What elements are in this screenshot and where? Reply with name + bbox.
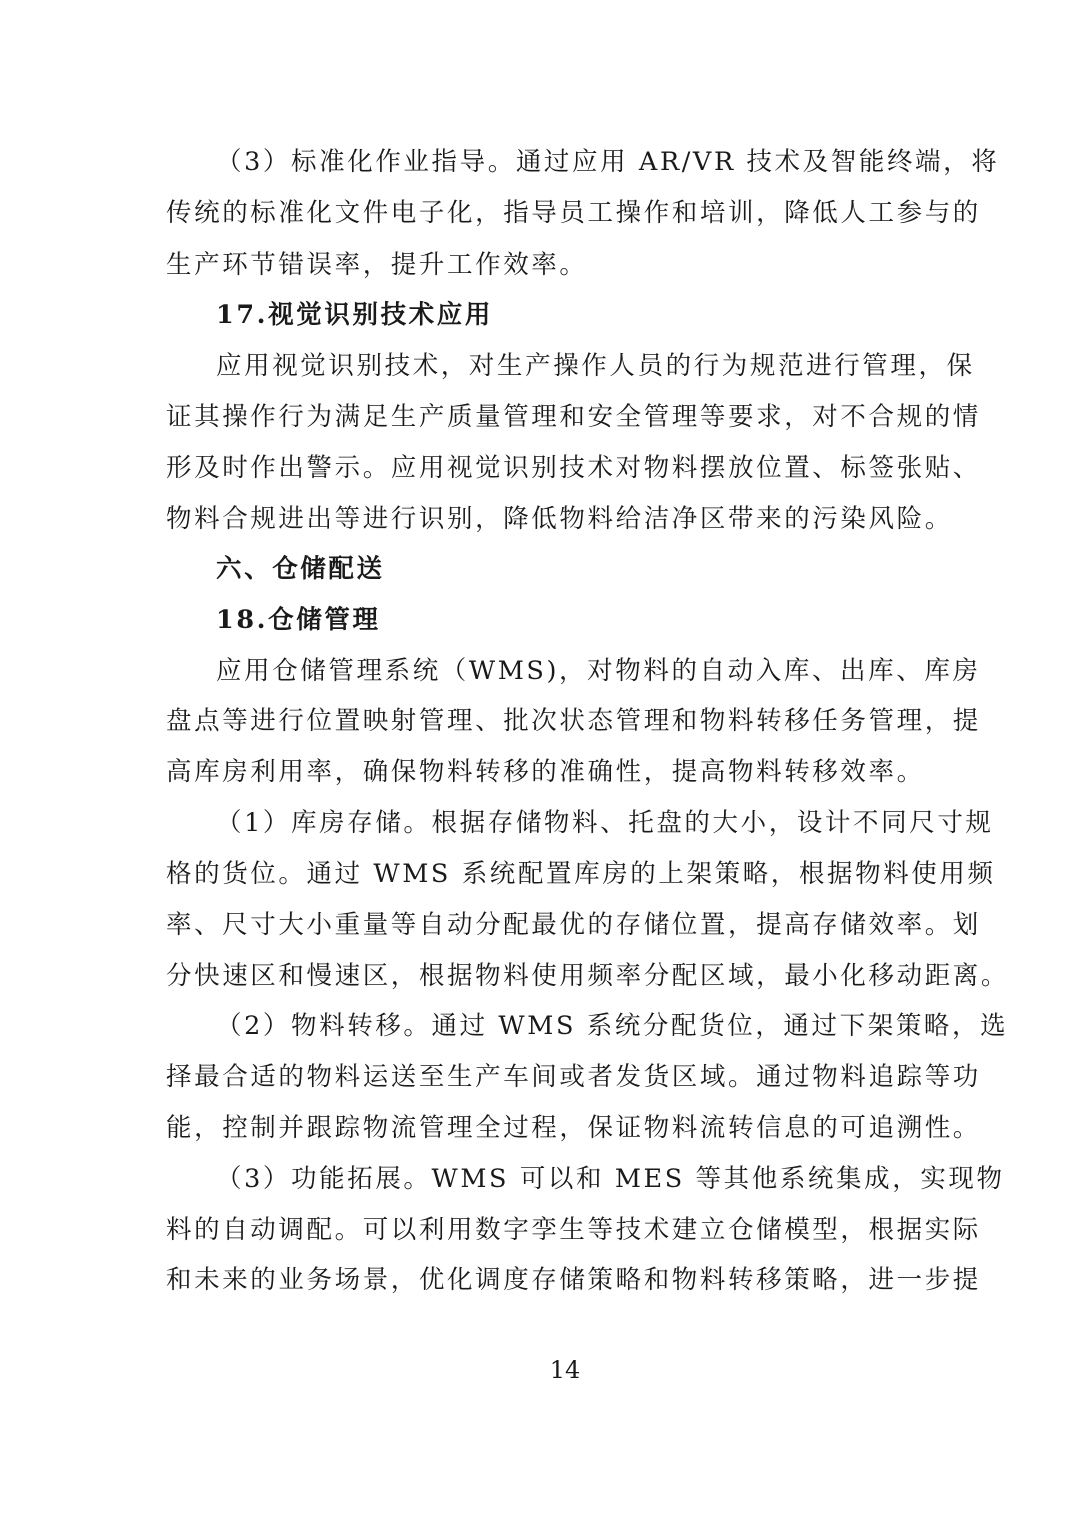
paragraph-line: 应用仓储管理系统（WMS)，对物料的自动入库、出库、库房 (216, 656, 981, 686)
paragraph-line: 形及时作出警示。应用视觉识别技术对物料摆放位置、标签张贴、 (166, 453, 981, 483)
paragraph-line: （2）物料转移。通过 WMS 系统分配货位，通过下架策略，选 (216, 1011, 1009, 1041)
paragraph-line: 分快速区和慢速区，根据物料使用频率分配区域，最小化移动距离。 (166, 961, 1010, 991)
paragraph-line: 应用视觉识别技术，对生产操作人员的行为规范进行管理，保 (216, 351, 975, 381)
paragraph-line: 传统的标准化文件电子化，指导员工操作和培训，降低人工参与的 (166, 198, 981, 228)
paragraph-line: 择最合适的物料运送至生产车间或者发货区域。通过物料追踪等功 (166, 1062, 981, 1092)
page-number: 14 (549, 1356, 581, 1384)
paragraph-line: 盘点等进行位置映射管理、批次状态管理和物料转移任务管理，提 (166, 706, 981, 736)
chapter-heading: 六、仓储配送 (216, 554, 385, 584)
paragraph-line: 生产环节错误率，提升工作效率。 (166, 250, 588, 280)
paragraph-line: （3）标准化作业指导。通过应用 AR/VR 技术及智能终端，将 (216, 147, 1000, 177)
paragraph-line: 格的货位。通过 WMS 系统配置库房的上架策略，根据物料使用频 (166, 859, 996, 889)
paragraph-line: 物料合规进出等进行识别，降低物料给洁净区带来的污染风险。 (166, 504, 953, 534)
paragraph-line: 高库房利用率，确保物料转移的准确性，提高物料转移效率。 (166, 757, 925, 787)
section-heading: 17.视觉识别技术应用 (216, 300, 493, 330)
paragraph-line: （3）功能拓展。WMS 可以和 MES 等其他系统集成，实现物 (216, 1164, 1005, 1194)
section-heading: 18.仓储管理 (216, 605, 381, 635)
paragraph-line: 和未来的业务场景，优化调度存储策略和物料转移策略，进一步提 (166, 1265, 981, 1295)
paragraph-line: 能，控制并跟踪物流管理全过程，保证物料流转信息的可追溯性。 (166, 1113, 981, 1143)
paragraph-line: （1）库房存储。根据存储物料、托盘的大小，设计不同尺寸规 (216, 808, 994, 838)
paragraph-line: 料的自动调配。可以利用数字孪生等技术建立仓储模型，根据实际 (166, 1215, 981, 1245)
paragraph-line: 证其操作行为满足生产质量管理和安全管理等要求，对不合规的情 (166, 402, 981, 432)
paragraph-line: 率、尺寸大小重量等自动分配最优的存储位置，提高存储效率。划 (166, 910, 981, 940)
